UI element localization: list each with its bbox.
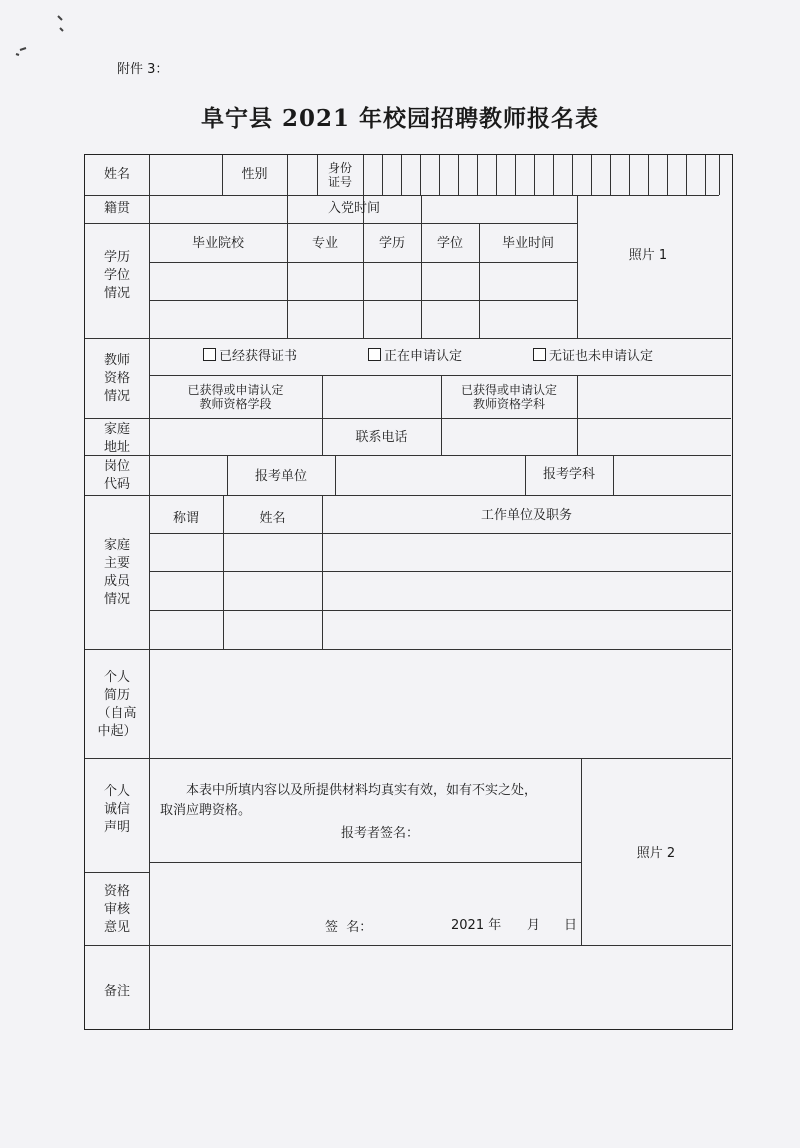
review-year-label: 2021 年 [451, 918, 502, 933]
degree-header: 学位 [436, 236, 463, 251]
family-row-1[interactable] [150, 534, 731, 571]
native-place-field[interactable] [150, 196, 287, 223]
education-row-2[interactable] [150, 301, 577, 338]
photo-1-label: 照片 1 [628, 248, 668, 263]
education-row-1[interactable] [150, 263, 577, 300]
applicant-signature-label: 报考者签名： [341, 826, 420, 841]
cert-stage-field[interactable] [323, 376, 441, 418]
apply-unit-field[interactable] [336, 456, 525, 495]
photo-1-area[interactable] [578, 196, 719, 338]
cert-subject-label: 已获得或申请认定 教师资格学科 [460, 383, 557, 411]
graduation-date-header: 毕业时间 [501, 236, 554, 251]
name-field[interactable] [150, 155, 222, 195]
phone-label: 联系电话 [355, 430, 408, 445]
checkbox-applying[interactable] [368, 348, 381, 361]
remarks-field[interactable] [150, 946, 731, 1029]
form-title: 阜宁县 2021 年校园招聘教师报名表 [200, 105, 600, 132]
relation-header: 称谓 [172, 511, 199, 526]
position-code-label: 岗位 代码 [103, 459, 130, 492]
gender-field[interactable] [288, 155, 317, 195]
apply-subject-label: 报考学科 [542, 467, 595, 482]
photo-2-label: 照片 2 [636, 846, 676, 861]
id-number-label: 身份 证号 [327, 161, 352, 189]
member-name-header: 姓名 [259, 511, 286, 526]
integrity-statement: 本表中所填内容以及所提供材料均真实有效，如有不实之处， 取消应聘资格。 [160, 783, 538, 818]
scan-marks-icon [10, 10, 80, 60]
checkbox-obtained[interactable] [203, 348, 216, 361]
major-header: 专业 [311, 236, 338, 251]
gender-label: 性别 [241, 167, 268, 182]
apply-unit-label: 报考单位 [254, 469, 307, 484]
family-section-label: 家庭 主要 成员 情况 [103, 538, 130, 607]
id-number-field[interactable] [364, 155, 719, 195]
party-date-label: 入党时间 [327, 201, 380, 216]
apply-subject-field[interactable] [614, 456, 731, 495]
degree-level-header: 学历 [378, 236, 405, 251]
family-row-2[interactable] [150, 572, 731, 610]
home-address-label: 家庭 地址 [103, 422, 130, 455]
graduated-school-header: 毕业院校 [191, 236, 244, 251]
name-label: 姓名 [103, 167, 130, 182]
cert-option-applying[interactable]: 正在申请认定 [368, 348, 462, 366]
position-code-field[interactable] [150, 456, 227, 495]
cert-option-obtained[interactable]: 已经获得证书 [203, 348, 297, 366]
home-address-field[interactable] [150, 419, 322, 455]
attachment-label: 附件 3： [117, 62, 169, 77]
family-row-3[interactable] [150, 611, 731, 649]
integrity-section-label: 个人 诚信 声明 [103, 784, 130, 835]
photo-2-area[interactable] [582, 759, 731, 945]
review-sign-label: 签 名： [325, 920, 373, 935]
native-place-label: 籍贯 [103, 201, 130, 216]
phone-field[interactable] [442, 419, 577, 455]
education-section-label: 学历 学位 情况 [103, 250, 130, 301]
registration-table [84, 154, 733, 1030]
checkbox-none[interactable] [533, 348, 546, 361]
review-day-label: 日 [564, 918, 578, 933]
review-section-label: 资格 审核 意见 [103, 884, 130, 935]
resume-section-label: 个人 简历 （自高 中起） [97, 670, 137, 739]
cert-option-none[interactable]: 无证也未申请认定 [533, 348, 653, 366]
cert-subject-field[interactable] [578, 376, 731, 418]
teacher-cert-section-label: 教师 资格 情况 [103, 353, 130, 404]
resume-field[interactable] [150, 650, 731, 758]
party-date-field[interactable] [422, 196, 577, 223]
work-unit-header: 工作单位及职务 [480, 508, 572, 523]
cert-stage-label: 已获得或申请认定 教师资格学段 [187, 383, 284, 411]
remarks-label: 备注 [103, 984, 130, 999]
review-month-label: 月 [527, 918, 541, 933]
